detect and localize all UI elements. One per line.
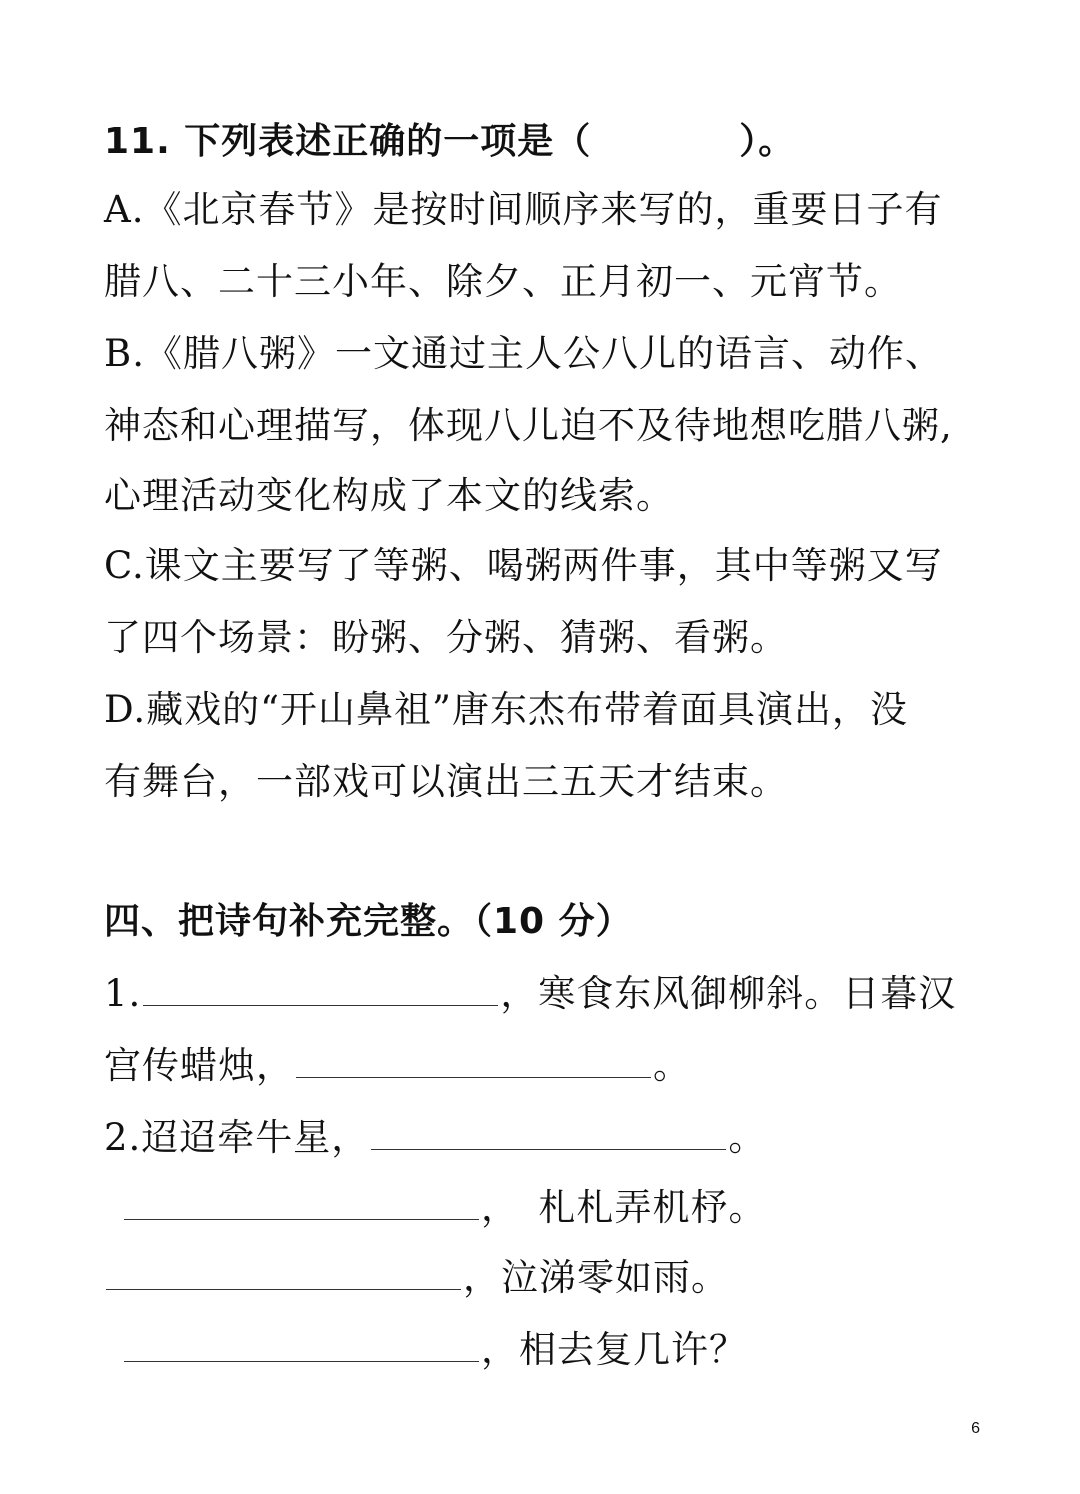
poem-1-line-2-start: 宫传蜡烛， [104, 1044, 294, 1087]
poem-2-end: 。 [728, 1116, 767, 1159]
poem-1-line-2 [104, 1042, 691, 1090]
poem-2-line-2 [122, 1184, 767, 1232]
poem-2-line-3 [104, 1254, 729, 1302]
poem-1-number: 1. [104, 972, 142, 1015]
page-number: 6 [971, 1420, 980, 1437]
option-c-line-1: C.课文主要写了等粥、喝粥两件事，其中等粥又写 [104, 544, 943, 587]
option-d-line-2: 有舞台，一部戏可以演出三五天才结束。 [104, 760, 788, 803]
section-4-title: 四、把诗句补充完整。（10 分） [104, 901, 633, 942]
poem-2-line-4 [122, 1326, 747, 1374]
poem-2-line-1 [104, 1114, 766, 1162]
answer-blank-2[interactable] [296, 1047, 651, 1078]
answer-blank-3[interactable] [371, 1119, 726, 1150]
option-c-line-2: 了四个场景：盼粥、分粥、猜粥、看粥。 [104, 616, 788, 659]
answer-blank-6[interactable] [124, 1331, 479, 1362]
option-b-line-3: 心理活动变化构成了本文的线索。 [104, 474, 674, 517]
poem-2-line-4-text: ，相去复几许？ [481, 1328, 747, 1371]
poem-2-line-2-text: ， 札札弄机杼。 [481, 1186, 767, 1229]
answer-blank-4[interactable] [124, 1189, 479, 1220]
option-a-line-2: 腊八、二十三小年、除夕、正月初一、元宵节。 [104, 260, 902, 303]
answer-blank-5[interactable] [106, 1259, 461, 1290]
option-b-line-1: B.《腊八粥》一文通过主人公八儿的语言、动作、 [104, 332, 943, 375]
question-11-stem: 11. 下列表述正确的一项是（ ）。 [104, 121, 796, 162]
option-b-line-2: 神态和心理描写，体现八儿迫不及待地想吃腊八粥, [104, 404, 953, 447]
poem-2-line-3-text: ，泣涕零如雨。 [463, 1256, 729, 1299]
poem-1-line-2-end: 。 [653, 1044, 691, 1087]
option-d-line-1: D.藏戏的“开山鼻祖”唐东杰布带着面具演出，没 [104, 688, 908, 731]
poem-1-text: ，寒食东风御柳斜。日暮汉 [500, 972, 957, 1015]
poem-1-line-1 [104, 970, 956, 1018]
option-a-line-1: A.《北京春节》是按时间顺序来写的，重要日子有 [104, 188, 943, 231]
poem-2-start: 2.迢迢牵牛星， [104, 1116, 370, 1159]
answer-blank-1[interactable] [143, 975, 498, 1006]
